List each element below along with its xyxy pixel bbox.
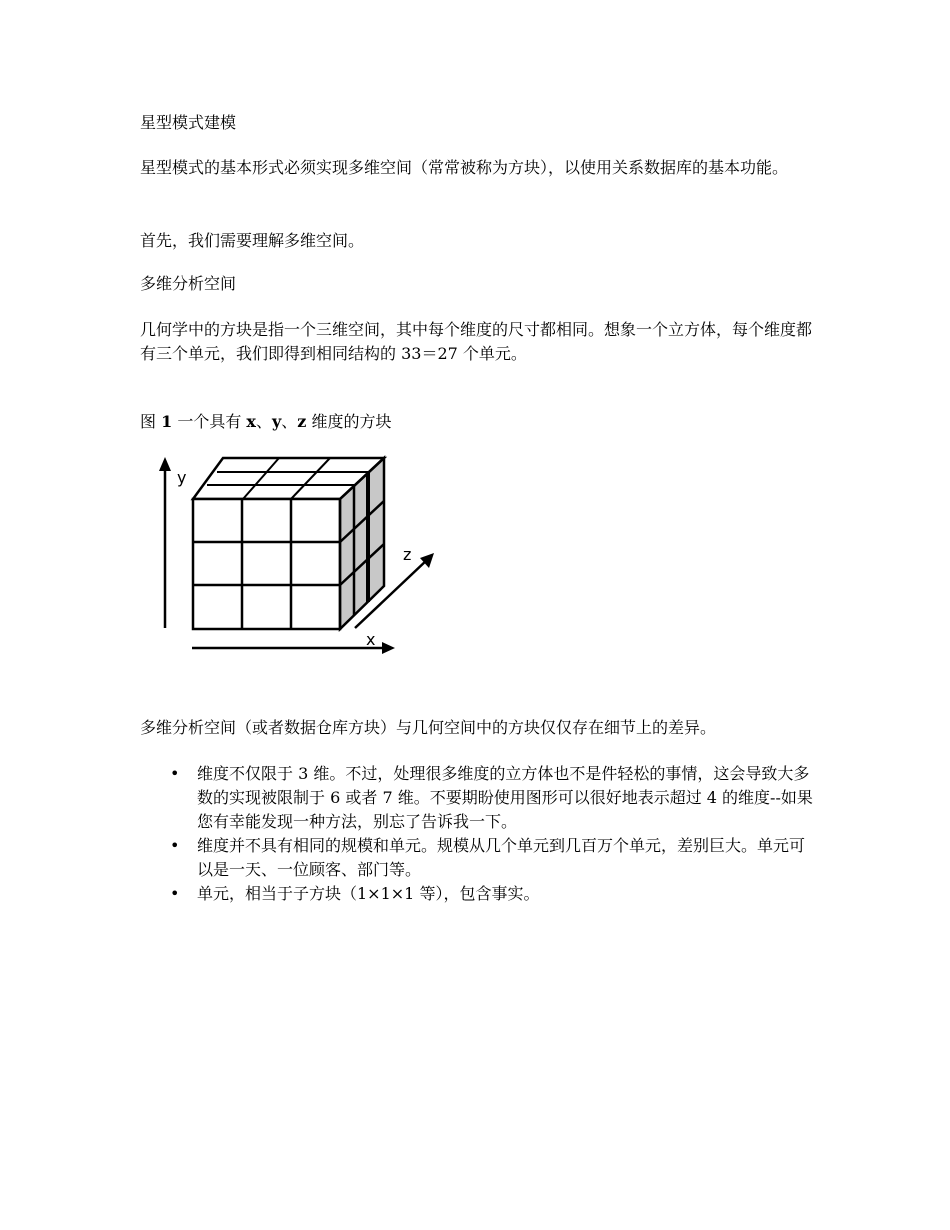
caption-number: 1 bbox=[161, 412, 173, 431]
subsection-title: 多维分析空间 bbox=[140, 274, 237, 293]
list-item bbox=[140, 834, 820, 882]
list-item-text: 单元，相当于子方块（1×1×1 等），包含事实。 bbox=[197, 884, 540, 903]
paragraph-cube: 几何学中的方块是指一个三维空间，其中每个维度的尺寸都相同。想象一个立方体，每个维度都有三个单元，我们即得到相同结构的 33＝27 个单元。 bbox=[140, 320, 813, 363]
cube-figure bbox=[148, 452, 448, 662]
bullet-icon: • bbox=[170, 836, 180, 855]
caption-z: z bbox=[297, 412, 307, 431]
caption-text1: 一个具有 bbox=[172, 412, 247, 431]
list-item bbox=[140, 882, 820, 906]
bullet-icon: • bbox=[170, 764, 180, 783]
y-axis-arrow bbox=[159, 457, 171, 471]
figure-caption bbox=[140, 410, 391, 434]
caption-prefix: 图 bbox=[140, 412, 162, 431]
bullet-icon: • bbox=[170, 884, 180, 903]
list-item bbox=[140, 762, 820, 834]
bullet-list bbox=[140, 762, 820, 906]
list-item-text: 维度不仅限于 3 维。不过，处理很多维度的立方体也不是件轻松的事情，这会导致大多数的实现被限制于 6 或者 7 维。不要期盼使用图形可以很好地表示超过 4 的维度--如果您有幸能发现一种方法，别忘了告诉我一下。 bbox=[197, 764, 813, 831]
x-axis-label: x bbox=[366, 630, 376, 649]
paragraph-intro: 星型模式的基本形式必须实现多维空间（常常被称为方块），以使用关系数据库的基本功能。 bbox=[140, 158, 789, 177]
list-item-text: 维度并不具有相同的规模和单元。规模从几个单元到几百万个单元，差别巨大。单元可以是一天、一位顾客、部门等。 bbox=[197, 836, 806, 879]
caption-sep2: 、 bbox=[281, 412, 298, 431]
z-axis-label: z bbox=[403, 545, 412, 564]
paragraph-first: 首先，我们需要理解多维空间。 bbox=[140, 231, 365, 250]
cube-front-face bbox=[193, 499, 340, 629]
x-axis-arrow bbox=[382, 642, 395, 654]
y-axis-label: y bbox=[177, 468, 187, 487]
section-title: 星型模式建模 bbox=[140, 113, 237, 132]
caption-x: x bbox=[246, 412, 256, 431]
caption-text2: 维度的方块 bbox=[306, 412, 392, 431]
caption-y: y bbox=[271, 412, 282, 431]
paragraph-difference: 多维分析空间（或者数据仓库方块）与几何空间中的方块仅仅存在细节上的差异。 bbox=[140, 718, 717, 737]
caption-sep1: 、 bbox=[255, 412, 272, 431]
